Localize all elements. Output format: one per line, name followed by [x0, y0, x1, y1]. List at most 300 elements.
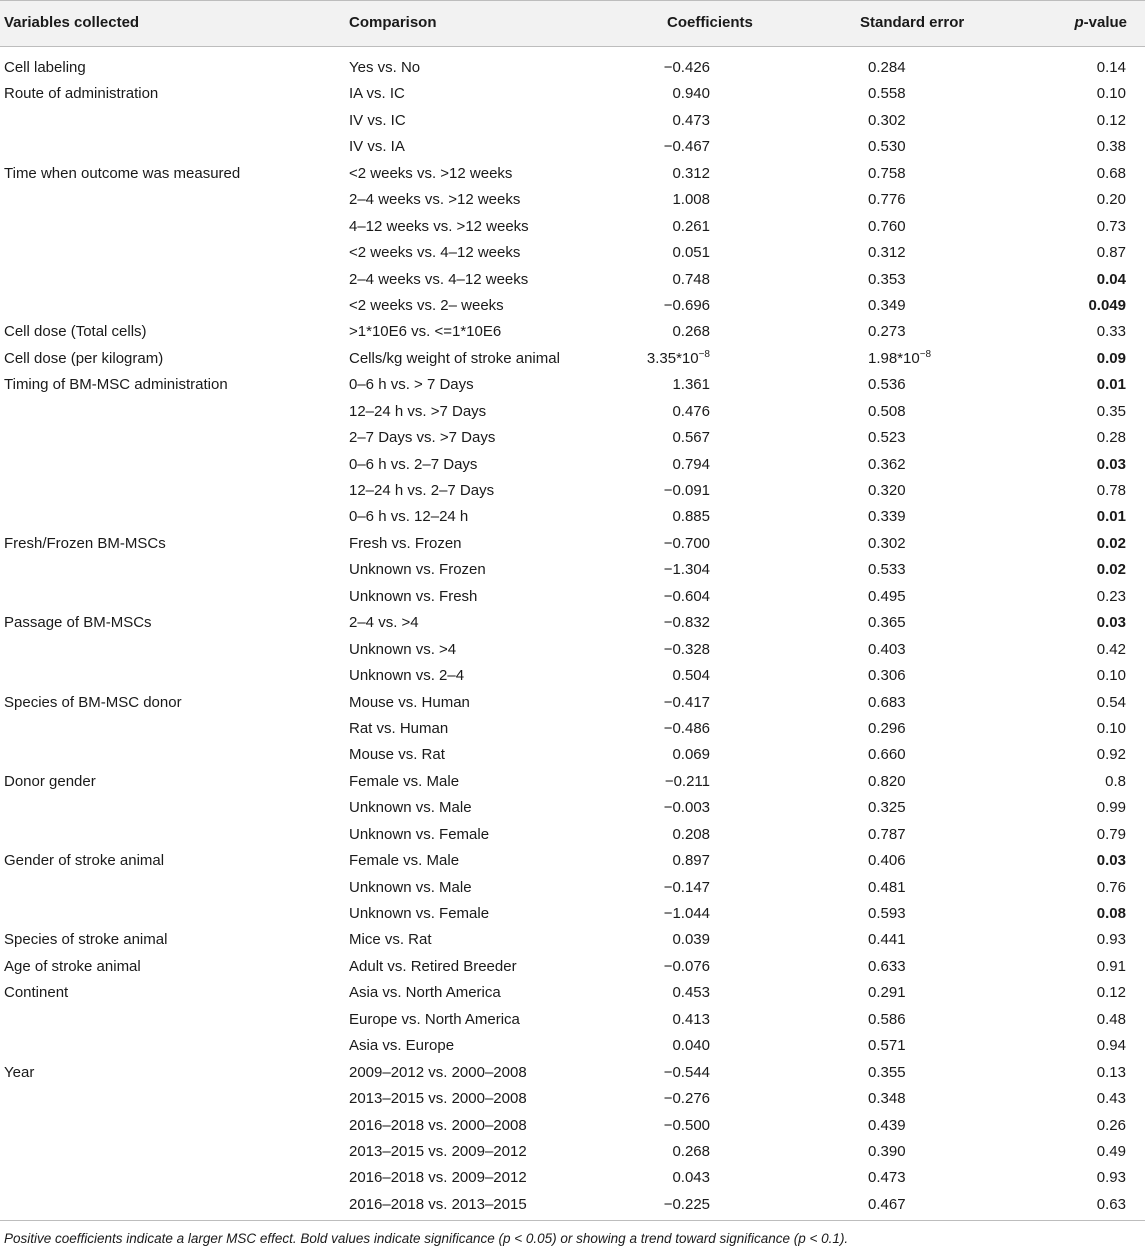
cell-p-value: 0.49 — [1096, 1142, 1126, 1160]
cell-variable: Continent — [4, 984, 69, 1002]
cell-comparison: <2 weeks vs. 2– weeks — [349, 296, 504, 314]
standard-error-value: 0.320 — [868, 482, 906, 499]
table-row — [0, 768, 1145, 794]
cell-standard-error — [868, 1169, 906, 1186]
cell-standard-error — [868, 482, 906, 499]
coefficient-value: 0.794 — [672, 455, 710, 473]
coefficient-value: −0.417 — [663, 693, 710, 711]
standard-error-value: 0.273 — [868, 323, 906, 341]
cell-standard-error — [868, 297, 906, 314]
cell-comparison: IV vs. IC — [349, 111, 406, 129]
cell-p-value: 0.68 — [1096, 164, 1126, 182]
table-row — [0, 54, 1145, 80]
standard-error-value: 0.508 — [868, 402, 906, 420]
cell-comparison: 2–7 Days vs. >7 Days — [349, 429, 496, 447]
cell-standard-error — [868, 694, 906, 711]
cell-coefficient — [642, 535, 710, 552]
standard-error-value: 0.339 — [868, 508, 906, 526]
cell-comparison: 4–12 weeks vs. >12 weeks — [349, 217, 529, 235]
cell-standard-error — [868, 931, 906, 948]
table-row — [0, 1138, 1145, 1164]
cell-variable: Cell labeling — [4, 59, 86, 76]
cell-variable: Route of administration — [4, 85, 159, 103]
cell-p-value: 0.35 — [1096, 402, 1126, 420]
coefficient-value: 0.453 — [672, 984, 710, 1002]
cell-p-value: 0.99 — [1096, 799, 1126, 817]
standard-error-value: 0.403 — [868, 640, 906, 658]
cell-comparison: 2–4 vs. >4 — [349, 614, 419, 632]
table-row — [0, 715, 1145, 741]
cell-comparison: Unknown vs. Male — [349, 878, 472, 896]
standard-error-value: 0.530 — [868, 138, 906, 156]
cell-coefficient — [642, 376, 710, 393]
coefficient-value: 0.268 — [672, 1142, 710, 1160]
table-row — [0, 160, 1145, 186]
header-p-rest: -value — [1083, 14, 1127, 31]
table-row — [0, 1085, 1145, 1111]
cell-comparison: Mice vs. Rat — [349, 931, 432, 949]
cell-p-value: 0.94 — [1096, 1037, 1126, 1055]
cell-p-value: 0.48 — [1096, 1010, 1126, 1028]
cell-coefficient — [642, 1011, 710, 1028]
standard-error-value: 0.820 — [868, 772, 906, 790]
cell-comparison: Fresh vs. Frozen — [349, 534, 462, 552]
cell-p-value: 0.02 — [1096, 534, 1126, 552]
standard-error-value: 1.98*10 — [868, 349, 920, 367]
cell-standard-error — [868, 271, 906, 288]
cell-variable: Passage of BM-MSCs — [4, 614, 152, 632]
table-row — [0, 556, 1145, 582]
cell-variable: Gender of stroke animal — [4, 852, 165, 870]
coefficient-value: −0.696 — [663, 296, 710, 314]
cell-coefficient — [642, 1169, 710, 1186]
cell-standard-error — [868, 191, 906, 208]
table-row — [0, 583, 1145, 609]
cell-comparison: Female vs. Male — [349, 772, 460, 790]
cell-coefficient — [642, 852, 710, 869]
table-row — [0, 239, 1145, 265]
coefficient-value: −0.486 — [663, 719, 710, 737]
coefficient-value: 0.504 — [672, 667, 710, 685]
coefficient-value: −0.500 — [663, 1116, 710, 1134]
table-row — [0, 1191, 1145, 1217]
cell-p-value: 0.02 — [1096, 561, 1126, 579]
cell-standard-error — [868, 799, 906, 816]
standard-error-value: 0.406 — [868, 852, 906, 870]
table-row — [0, 186, 1145, 212]
header-standard-error: Standard error — [860, 14, 965, 31]
coefficient-value: 0.069 — [672, 746, 710, 764]
cell-coefficient — [642, 429, 710, 446]
standard-error-value: 0.349 — [868, 296, 906, 314]
cell-comparison: 0–6 h vs. > 7 Days — [349, 376, 474, 394]
cell-standard-error — [868, 218, 906, 235]
cell-comparison: 2013–2015 vs. 2009–2012 — [349, 1142, 527, 1160]
coefficient-value: −0.276 — [663, 1090, 710, 1108]
cell-coefficient — [642, 1064, 710, 1081]
standard-error-value: 0.390 — [868, 1142, 906, 1160]
coefficient-value: −0.604 — [663, 587, 710, 605]
cell-comparison: IV vs. IA — [349, 138, 405, 156]
standard-error-value: 0.571 — [868, 1037, 906, 1055]
cell-standard-error — [868, 138, 906, 155]
cell-coefficient — [642, 218, 710, 235]
cell-variable: Donor gender — [4, 772, 96, 790]
cell-p-value: 0.03 — [1096, 852, 1126, 870]
bottom-rule — [0, 1220, 1145, 1221]
cell-comparison: 2016–2018 vs. 2009–2012 — [349, 1169, 527, 1187]
cell-comparison: IA vs. IC — [349, 85, 405, 103]
standard-error-value: 0.348 — [868, 1090, 906, 1108]
table-row — [0, 80, 1145, 106]
cell-coefficient — [642, 561, 710, 578]
cell-coefficient — [642, 799, 710, 816]
cell-standard-error — [868, 667, 906, 684]
cell-standard-error — [868, 879, 906, 896]
cell-standard-error — [868, 244, 906, 261]
table-row — [0, 530, 1145, 556]
coefficient-value: 0.885 — [672, 508, 710, 526]
cell-coefficient — [642, 1143, 710, 1160]
cell-standard-error — [868, 984, 906, 1001]
coefficient-value: 0.567 — [672, 429, 710, 447]
cell-standard-error — [868, 588, 906, 605]
cell-standard-error — [868, 905, 906, 922]
standard-error-value: 0.473 — [868, 1169, 906, 1187]
cell-p-value: 0.12 — [1096, 111, 1126, 129]
cell-p-value: 0.78 — [1096, 482, 1126, 499]
cell-p-value: 0.049 — [1088, 296, 1126, 314]
coefficient-value: −0.211 — [664, 772, 710, 790]
cell-standard-error — [868, 165, 906, 182]
cell-standard-error — [868, 112, 906, 129]
cell-coefficient — [642, 694, 710, 711]
coefficient-value: −0.328 — [663, 640, 710, 658]
cell-coefficient — [642, 191, 710, 208]
table-body — [0, 54, 1145, 1217]
cell-coefficient — [642, 244, 710, 261]
standard-error-value: 0.441 — [868, 931, 906, 949]
cell-coefficient — [642, 350, 710, 367]
coefficient-value: −0.225 — [663, 1195, 710, 1213]
cell-coefficient — [642, 773, 710, 790]
cell-comparison: Unknown vs. >4 — [349, 640, 457, 658]
cell-variable: Time when outcome was measured — [4, 164, 241, 182]
table-row — [0, 1059, 1145, 1085]
cell-p-value: 0.63 — [1096, 1195, 1126, 1213]
cell-comparison: Unknown vs. Fresh — [349, 587, 478, 605]
cell-coefficient — [642, 641, 710, 658]
cell-comparison: Asia vs. North America — [349, 984, 501, 1002]
cell-standard-error — [868, 59, 906, 76]
cell-standard-error — [868, 535, 906, 552]
table-row — [0, 900, 1145, 926]
coefficient-value: 0.208 — [672, 825, 710, 843]
coefficient-value: 1.361 — [672, 376, 710, 394]
table-footnote: Positive coefficients indicate a larger MSC effect. Bold values indicate significance (p < 0.05) or showing a trend toward significance (p < 0.1). — [4, 1231, 849, 1246]
cell-p-value: 0.92 — [1096, 746, 1126, 764]
standard-error-value: 0.325 — [868, 799, 906, 817]
standard-error-value: 0.586 — [868, 1010, 906, 1028]
coefficient-value: 0.413 — [672, 1010, 710, 1028]
coefficient-value: 0.040 — [672, 1037, 710, 1055]
standard-error-value: 0.495 — [868, 587, 906, 605]
standard-error-value: 0.523 — [868, 429, 906, 447]
table-row — [0, 662, 1145, 688]
standard-error-value: 0.291 — [868, 984, 906, 1002]
cell-coefficient — [642, 1037, 710, 1054]
cell-comparison: 12–24 h vs. >7 Days — [349, 402, 487, 420]
standard-error-value: 0.787 — [868, 825, 906, 843]
coefficient-exponent: −8 — [698, 348, 710, 360]
cell-coefficient — [642, 59, 710, 76]
standard-error-value: 0.660 — [868, 746, 906, 764]
table-row — [0, 953, 1145, 979]
coefficient-value: 0.039 — [672, 931, 710, 949]
cell-standard-error — [868, 852, 906, 869]
standard-error-value: 0.296 — [868, 719, 906, 737]
header-p-italic: p — [1074, 14, 1084, 31]
table-row — [0, 689, 1145, 715]
cell-standard-error — [868, 614, 906, 631]
cell-p-value: 0.01 — [1096, 376, 1126, 394]
cell-coefficient — [642, 958, 710, 975]
cell-p-value: 0.8 — [1105, 772, 1126, 790]
coefficient-value: −1.304 — [663, 561, 710, 579]
cell-standard-error — [868, 1143, 906, 1160]
cell-standard-error — [868, 641, 906, 658]
coefficient-value: 0.476 — [672, 402, 710, 420]
cell-coefficient — [642, 614, 710, 631]
cell-comparison: 2016–2018 vs. 2013–2015 — [349, 1195, 527, 1213]
standard-error-value: 0.302 — [868, 111, 906, 129]
standard-error-value: 0.776 — [868, 191, 906, 209]
cell-p-value: 0.87 — [1096, 244, 1126, 262]
cell-p-value: 0.01 — [1096, 508, 1126, 526]
table-row — [0, 1164, 1145, 1190]
cell-standard-error — [868, 350, 931, 367]
cell-coefficient — [642, 905, 710, 922]
standard-error-value: 0.467 — [868, 1195, 906, 1213]
cell-variable: Year — [4, 1063, 35, 1081]
cell-p-value: 0.14 — [1096, 59, 1126, 76]
cell-p-value: 0.42 — [1096, 640, 1126, 658]
standard-error-exponent: −8 — [919, 348, 932, 360]
cell-standard-error — [868, 1064, 906, 1081]
cell-comparison: 0–6 h vs. 2–7 Days — [349, 455, 478, 473]
coefficient-value: 0.051 — [672, 244, 710, 262]
cell-comparison: Unknown vs. Frozen — [349, 561, 486, 579]
cell-p-value: 0.28 — [1096, 429, 1126, 447]
table-row — [0, 371, 1145, 397]
coefficient-value: −0.426 — [663, 59, 710, 76]
cell-standard-error — [868, 456, 906, 473]
cell-p-value: 0.23 — [1096, 587, 1126, 605]
cell-p-value: 0.10 — [1096, 667, 1126, 685]
cell-comparison: Mouse vs. Rat — [349, 746, 445, 764]
coefficient-value: 0.268 — [672, 323, 710, 341]
standard-error-value: 0.312 — [868, 244, 906, 262]
coefficient-value: 0.897 — [672, 852, 710, 870]
cell-variable: Cell dose (Total cells) — [4, 323, 147, 341]
coefficient-value: −0.147 — [663, 878, 710, 896]
table-header — [0, 0, 1145, 47]
coefficient-value: 0.043 — [672, 1169, 710, 1187]
cell-p-value: 0.76 — [1096, 878, 1126, 896]
cell-standard-error — [868, 561, 906, 578]
cell-coefficient — [642, 1196, 710, 1213]
table-row — [0, 213, 1145, 239]
cell-coefficient — [642, 85, 710, 102]
cell-p-value: 0.12 — [1096, 984, 1126, 1002]
cell-coefficient — [642, 271, 710, 288]
coefficient-value: −0.091 — [663, 482, 710, 499]
cell-comparison: Adult vs. Retired Breeder — [349, 957, 517, 975]
cell-coefficient — [642, 508, 710, 525]
cell-standard-error — [868, 1090, 906, 1107]
standard-error-value: 0.302 — [868, 534, 906, 552]
cell-comparison: 2–4 weeks vs. >12 weeks — [349, 191, 521, 209]
standard-error-value: 0.593 — [868, 905, 906, 922]
coefficient-value: 3.35*10 — [646, 349, 699, 367]
standard-error-value: 0.758 — [868, 164, 906, 182]
cell-standard-error — [868, 429, 906, 446]
cell-comparison: 2013–2015 vs. 2000–2008 — [349, 1090, 527, 1108]
cell-comparison: >1*10E6 vs. <=1*10E6 — [349, 323, 502, 341]
table-row — [0, 477, 1145, 503]
cell-p-value: 0.93 — [1096, 1169, 1126, 1187]
standard-error-value: 0.633 — [868, 957, 906, 975]
coefficient-value: −0.467 — [663, 138, 710, 156]
cell-p-value: 0.13 — [1096, 1063, 1126, 1081]
header-variables: Variables collected — [4, 14, 140, 31]
cell-comparison: 2009–2012 vs. 2000–2008 — [349, 1063, 527, 1081]
cell-coefficient — [642, 112, 710, 129]
table-row — [0, 609, 1145, 635]
coefficient-value: −0.700 — [663, 534, 710, 552]
cell-coefficient — [642, 826, 710, 843]
cell-comparison: Rat vs. Human — [349, 719, 449, 737]
cell-comparison: Asia vs. Europe — [349, 1037, 455, 1055]
cell-comparison: Female vs. Male — [349, 852, 460, 870]
cell-comparison: Unknown vs. Female — [349, 825, 490, 843]
cell-standard-error — [868, 773, 906, 790]
table-row — [0, 107, 1145, 133]
cell-standard-error — [868, 1117, 906, 1134]
coefficient-value: −1.044 — [663, 905, 710, 922]
cell-comparison: <2 weeks vs. 4–12 weeks — [349, 244, 521, 262]
cell-p-value: 0.43 — [1096, 1090, 1126, 1108]
cell-variable: Species of BM-MSC donor — [4, 693, 182, 711]
cell-coefficient — [642, 456, 710, 473]
table-row — [0, 424, 1145, 450]
coefficient-value: 0.261 — [672, 217, 710, 235]
cell-standard-error — [868, 403, 906, 420]
cell-standard-error — [868, 85, 906, 102]
table-row — [0, 292, 1145, 318]
table-row — [0, 318, 1145, 344]
cell-standard-error — [868, 720, 906, 737]
cell-p-value: 0.04 — [1096, 270, 1126, 288]
cell-p-value: 0.91 — [1096, 957, 1126, 975]
cell-p-value: 0.10 — [1096, 85, 1126, 103]
cell-comparison: Europe vs. North America — [349, 1010, 520, 1028]
standard-error-value: 0.760 — [868, 217, 906, 235]
header-rule — [0, 46, 1145, 47]
cell-standard-error — [868, 746, 906, 763]
standard-error-value: 0.355 — [868, 1063, 906, 1081]
table-row — [0, 451, 1145, 477]
standard-error-value: 0.558 — [868, 85, 906, 103]
cell-coefficient — [642, 667, 710, 684]
coefficient-value: −0.003 — [663, 799, 710, 817]
cell-coefficient — [642, 297, 710, 314]
table-row — [0, 1006, 1145, 1032]
table-row — [0, 398, 1145, 424]
header-comparison: Comparison — [349, 14, 437, 31]
coefficient-value: −0.832 — [663, 614, 710, 632]
cell-standard-error — [868, 1037, 906, 1054]
cell-comparison: <2 weeks vs. >12 weeks — [349, 164, 513, 182]
cell-coefficient — [642, 1117, 710, 1134]
cell-coefficient — [642, 588, 710, 605]
cell-variable: Species of stroke animal — [4, 931, 168, 949]
coefficient-value: 0.473 — [672, 111, 710, 129]
cell-comparison: Unknown vs. 2–4 — [349, 667, 465, 685]
cell-coefficient — [642, 482, 710, 499]
table-row — [0, 874, 1145, 900]
cell-p-value: 0.03 — [1096, 455, 1126, 473]
cell-variable: Fresh/Frozen BM-MSCs — [4, 534, 166, 552]
cell-comparison: Cells/kg weight of stroke animal — [349, 349, 560, 367]
table-row — [0, 636, 1145, 662]
cell-standard-error — [868, 958, 906, 975]
header-p-value — [1074, 14, 1127, 31]
cell-p-value: 0.73 — [1096, 217, 1126, 235]
cell-p-value: 0.20 — [1096, 191, 1126, 209]
table-row — [0, 503, 1145, 529]
standard-error-value: 0.536 — [868, 376, 906, 394]
table-row — [0, 847, 1145, 873]
cell-coefficient — [642, 165, 710, 182]
cell-coefficient — [642, 879, 710, 896]
cell-comparison: Mouse vs. Human — [349, 693, 470, 711]
cell-comparison: 2016–2018 vs. 2000–2008 — [349, 1116, 527, 1134]
cell-p-value: 0.26 — [1096, 1116, 1126, 1134]
cell-coefficient — [642, 746, 710, 763]
standard-error-value: 0.284 — [868, 59, 906, 76]
cell-standard-error — [868, 508, 906, 525]
coefficient-value: −0.544 — [663, 1063, 710, 1081]
table-row — [0, 794, 1145, 820]
cell-comparison: Unknown vs. Female — [349, 905, 490, 922]
header-coefficients: Coefficients — [667, 14, 753, 31]
cell-standard-error — [868, 1196, 906, 1213]
cell-comparison: 12–24 h vs. 2–7 Days — [349, 482, 495, 499]
table-row — [0, 926, 1145, 952]
coefficient-value: 0.940 — [672, 85, 710, 103]
table-row — [0, 345, 1145, 371]
standard-error-value: 0.365 — [868, 614, 906, 632]
top-rule — [0, 0, 1145, 1]
cell-standard-error — [868, 826, 906, 843]
cell-coefficient — [642, 1090, 710, 1107]
cell-p-value: 0.33 — [1096, 323, 1126, 341]
cell-p-value: 0.93 — [1096, 931, 1126, 949]
coefficient-value: 0.748 — [672, 270, 710, 288]
table-row — [0, 133, 1145, 159]
cell-p-value: 0.38 — [1096, 138, 1126, 156]
